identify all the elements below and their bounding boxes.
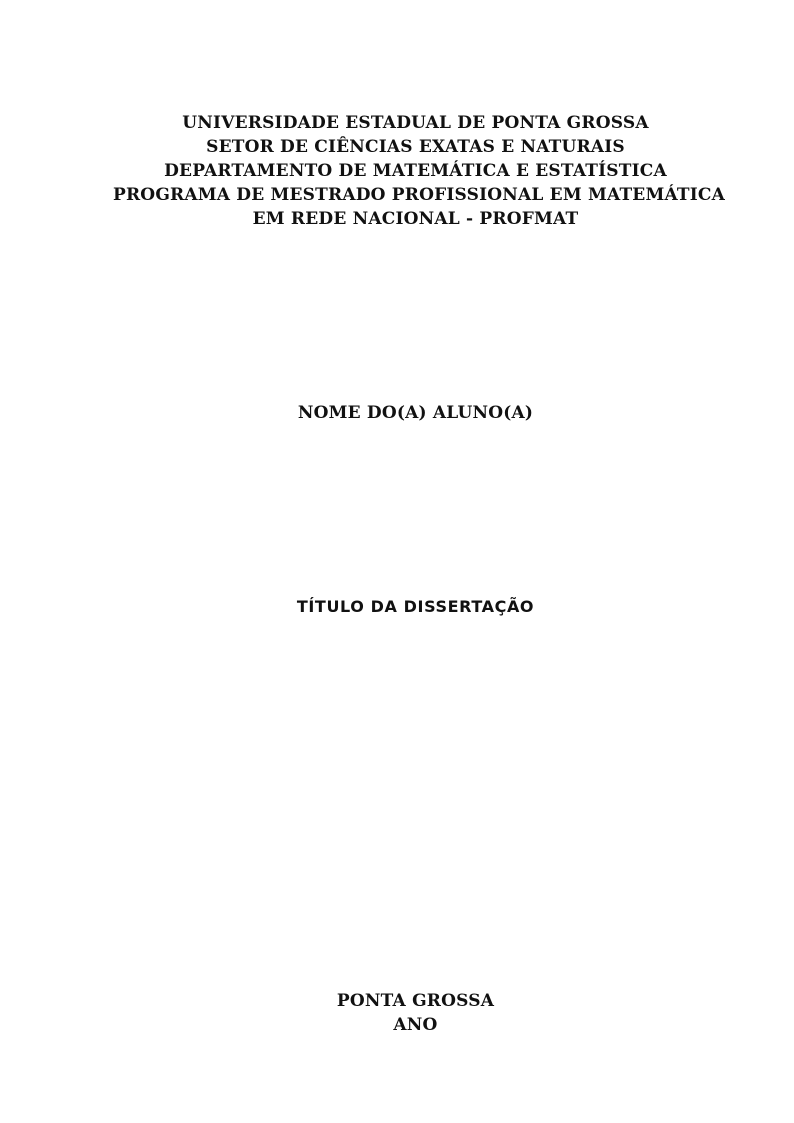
author-name: NOME DO(A) ALUNO(A) [297,403,534,423]
imprint [113,989,718,1037]
institution-line-department: DEPARTAMENTO DE MATEMÁTICA E ESTATÍSTICA [164,161,667,181]
institution-line-university: UNIVERSIDADE ESTADUAL DE PONTA GROSSA [182,113,649,133]
imprint-city: PONTA GROSSA [336,991,495,1011]
institution-line-program-cont: EM REDE NACIONAL - PROFMAT [252,209,579,229]
dissertation-title: TÍTULO DA DISSERTAÇÃO [296,597,535,616]
institution-header [113,111,726,231]
institution-line-sector: SETOR DE CIÊNCIAS EXATAS E NATURAIS [206,137,625,157]
institution-line-program: PROGRAMA DE MESTRADO PROFISSIONAL EM MATEMÁTICA [113,185,726,205]
imprint-year: ANO [393,1015,438,1035]
